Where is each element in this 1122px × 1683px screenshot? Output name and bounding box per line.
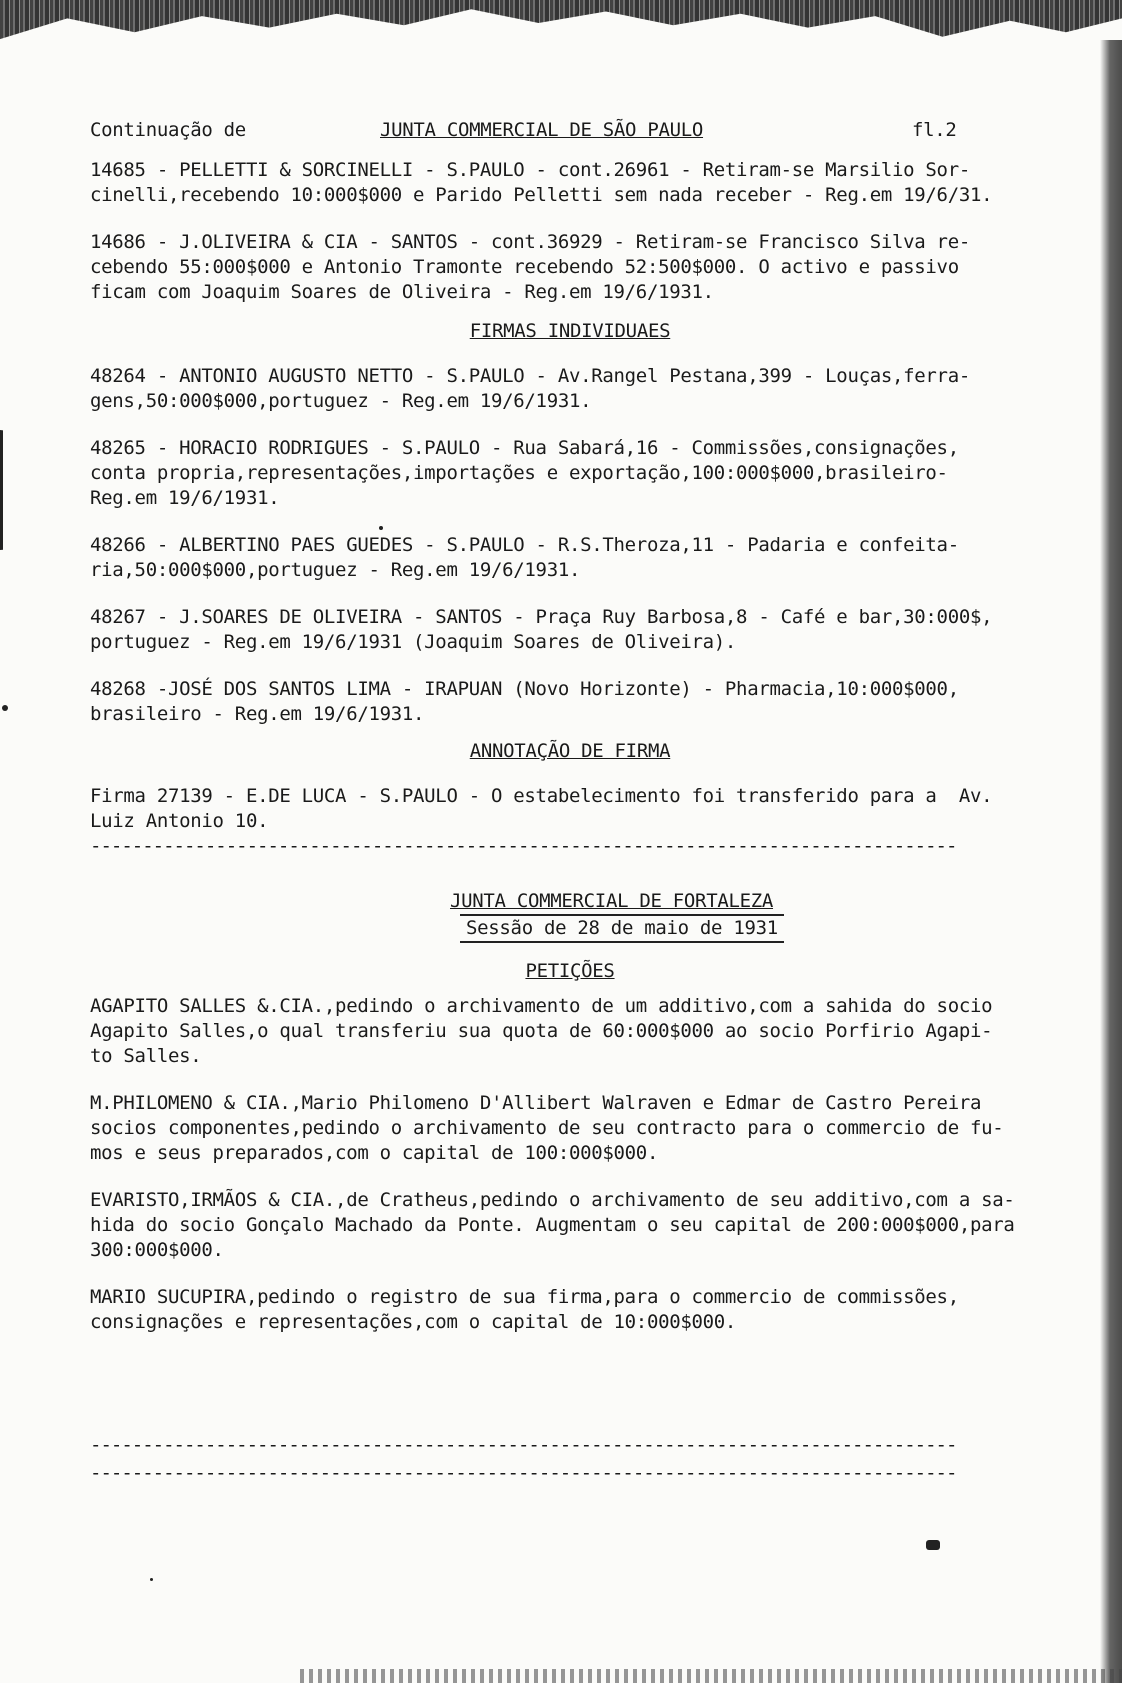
entry-block xyxy=(90,436,1050,511)
header-folio: fl.2 xyxy=(912,119,957,141)
entry-line: AGAPITO SALLES &.CIA.,pedindo o archivamento de um additivo,com a sahida do socio xyxy=(90,995,993,1017)
entry-block xyxy=(90,1091,1050,1166)
separator-line: ----------------------------------------------------------------------------------- xyxy=(90,1434,957,1456)
entry-line: mos e seus preparados,com o capital de 100:000$000. xyxy=(90,1142,659,1164)
scan-speck xyxy=(2,705,8,711)
separator-line: ----------------------------------------------------------------------------------- xyxy=(90,835,957,857)
entry-line: ria,50:000$000,portuguez - Reg.em 19/6/1931. xyxy=(90,559,581,581)
entry-line: 48266 - ALBERTINO PAES GUEDES - S.PAULO - R.S.Theroza,11 - Padaria e confeita- xyxy=(90,534,959,556)
fortaleza-title: JUNTA COMMERCIAL DE FORTALEZA xyxy=(450,890,774,912)
entry-line: 14685 - PELLETTI & SORCINELLI - S.PAULO - cont.26961 - Retiram-se Marsilio Sor- xyxy=(90,159,970,181)
header-continuation: Continuação de xyxy=(90,119,246,141)
section-title-firmas: FIRMAS INDIVIDUAES xyxy=(469,320,671,342)
header-title: JUNTA COMMERCIAL DE SÃO PAULO xyxy=(380,119,704,141)
entry-block xyxy=(90,533,1050,583)
page-header xyxy=(90,118,1050,148)
entry-block xyxy=(90,605,1050,655)
binding-hole xyxy=(0,430,17,550)
entry-block xyxy=(90,364,1050,414)
entry-block xyxy=(90,1188,1050,1263)
scan-right-edge xyxy=(1100,40,1122,1683)
entry-line: ficam com Joaquim Soares de Oliveira - Reg.em 19/6/1931. xyxy=(90,281,714,303)
entry-line: Firma 27139 - E.DE LUCA - S.PAULO - O estabelecimento foi transferido para a Av. xyxy=(90,785,993,807)
entry-line: consignações e representações,com o capital de 10:000$000. xyxy=(90,1311,737,1333)
entry-block xyxy=(90,230,1050,305)
scan-mark xyxy=(926,1540,940,1550)
entry-line: conta propria,representações,importações e exportação,100:000$000,brasileiro- xyxy=(90,462,948,484)
entry-line: socios componentes,pedindo o archivamento de seu contracto para o commercio de fu- xyxy=(90,1117,1004,1139)
scan-speck xyxy=(150,1578,153,1581)
entry-line: EVARISTO,IRMÃOS & CIA.,de Cratheus,pedindo o archivamento de seu additivo,com a sa- xyxy=(90,1189,1015,1211)
entry-block xyxy=(90,784,1050,834)
fortaleza-session: Sessão de 28 de maio de 1931 xyxy=(460,914,784,943)
entry-line: 48268 -JOSÉ DOS SANTOS LIMA - IRAPUAN (Novo Horizonte) - Pharmacia,10:000$000, xyxy=(90,678,959,700)
entry-line: 48264 - ANTONIO AUGUSTO NETTO - S.PAULO - Av.Rangel Pestana,399 - Louças,ferra- xyxy=(90,365,970,387)
entry-line: Agapito Salles,o qual transferiu sua quota de 60:000$000 ao socio Porfirio Agapi- xyxy=(90,1020,993,1042)
bottom-separators xyxy=(90,1432,1050,1488)
scan-top-edge xyxy=(0,0,1122,46)
entry-block xyxy=(90,1285,1050,1335)
entry-line: 48265 - HORACIO RODRIGUES - S.PAULO - Rua Sabará,16 - Commissões,consignações, xyxy=(90,437,959,459)
entry-line: to Salles. xyxy=(90,1045,202,1067)
entry-block xyxy=(90,677,1050,727)
scan-bottom-edge xyxy=(300,1669,1122,1683)
entry-line: portuguez - Reg.em 19/6/1931 (Joaquim Soares de Oliveira). xyxy=(90,631,737,653)
entry-line: Luiz Antonio 10. xyxy=(90,810,269,832)
entry-line: gens,50:000$000,portuguez - Reg.em 19/6/1931. xyxy=(90,390,592,412)
entry-line: 48267 - J.SOARES DE OLIVEIRA - SANTOS - Praça Ruy Barbosa,8 - Café e bar,30:000$, xyxy=(90,606,993,628)
entry-line: hida do socio Gonçalo Machado da Ponte. Augmentam o seu capital de 200:000$000,para xyxy=(90,1214,1015,1236)
entry-line: cinelli,recebendo 10:000$000 e Parido Pelletti sem nada receber - Reg.em 19/6/31. xyxy=(90,184,993,206)
entry-line: brasileiro - Reg.em 19/6/1931. xyxy=(90,703,425,725)
section-title-annotacao: ANNOTAÇÃO DE FIRMA xyxy=(469,740,671,762)
separator-line: ----------------------------------------------------------------------------------- xyxy=(90,1462,957,1484)
peticoes-title: PETIÇÕES xyxy=(525,960,615,982)
entry-block xyxy=(90,158,1050,208)
entry-line: M.PHILOMENO & CIA.,Mario Philomeno D'Allibert Walraven e Edmar de Castro Pereira xyxy=(90,1092,982,1114)
document-body xyxy=(90,118,1050,1335)
entry-line: 300:000$000. xyxy=(90,1239,224,1261)
entry-line: 14686 - J.OLIVEIRA & CIA - SANTOS - cont.36929 - Retiram-se Francisco Silva re- xyxy=(90,231,970,253)
entry-line: cebendo 55:000$000 e Antonio Tramonte recebendo 52:500$000. O activo e passivo xyxy=(90,256,959,278)
entry-line: MARIO SUCUPIRA,pedindo o registro de sua firma,para o commercio de commissões, xyxy=(90,1286,959,1308)
entry-line: Reg.em 19/6/1931. xyxy=(90,487,280,509)
entry-block xyxy=(90,994,1050,1069)
